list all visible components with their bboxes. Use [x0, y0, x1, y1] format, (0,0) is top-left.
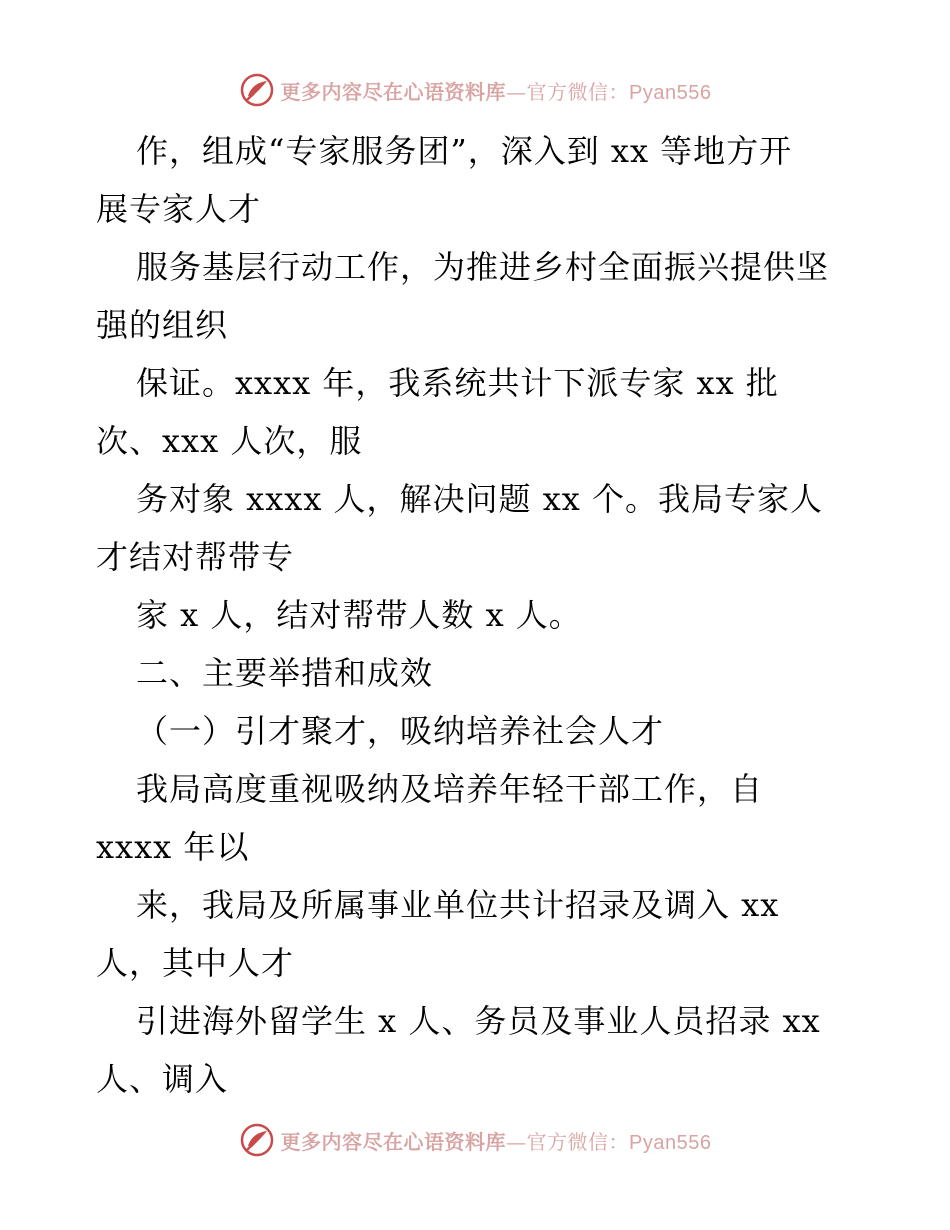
- header-watermark: [0, 68, 950, 112]
- text-line: 引进海外留学生 x 人、务员及事业人员招录 xx: [136, 1002, 821, 1040]
- text-line: 次、xxx 人次，服: [96, 422, 363, 460]
- text-line: 才结对帮带专: [96, 538, 295, 576]
- text-line: 我局高度重视吸纳及培养年轻干部工作，自: [136, 770, 764, 808]
- text-line: 人，其中人才: [96, 944, 295, 982]
- text-line: （一）引才聚才，吸纳培养社会人才: [136, 712, 665, 750]
- text-line: xxxx 年以: [96, 828, 250, 866]
- pen-logo-icon: [239, 72, 275, 108]
- text-line: 展专家人才: [96, 190, 262, 228]
- text-line: 保证。xxxx 年，我系统共计下派专家 xx 批: [136, 364, 779, 402]
- pen-logo-icon: [239, 1122, 275, 1158]
- text-line: 家 x 人，结对帮带人数 x 人。: [136, 596, 582, 634]
- text-line: 务对象 xxxx 人，解决问题 xx 个。我局专家人: [136, 480, 823, 518]
- text-line: 二、主要举措和成效: [136, 654, 434, 692]
- watermark-text: 更多内容尽在心语资料库—官方微信：Pyan556: [280, 79, 712, 104]
- watermark-text: 更多内容尽在心语资料库—官方微信：Pyan556: [280, 1129, 712, 1154]
- document-body: [96, 122, 856, 1108]
- text-line: 来，我局及所属事业单位共计招录及调入 xx: [136, 886, 780, 924]
- text-line: 强的组织: [96, 306, 229, 344]
- text-line: 作，组成“专家服务团”，深入到 xx 等地方开: [136, 132, 793, 170]
- text-line: 服务基层行动工作，为推进乡村全面振兴提供坚: [136, 248, 830, 286]
- text-line: 人、调入: [96, 1060, 229, 1098]
- footer-watermark: [0, 1118, 950, 1162]
